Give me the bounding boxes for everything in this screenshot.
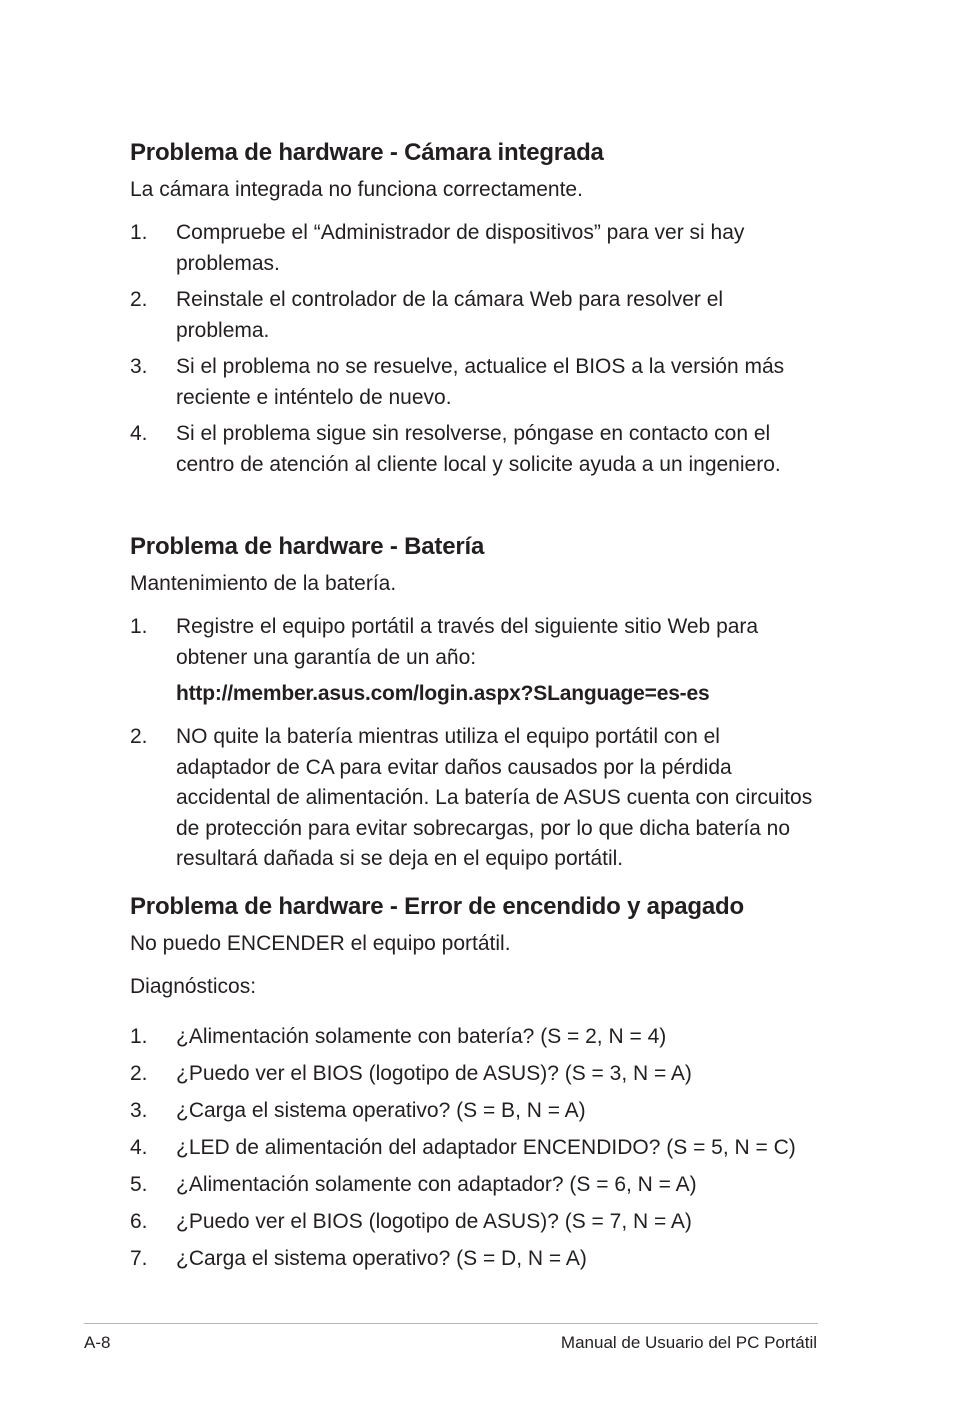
- list-item: [130, 1170, 796, 1201]
- section-battery: [130, 532, 820, 875]
- list-item: [130, 1133, 796, 1164]
- list-item: [130, 1059, 796, 1090]
- list-number: 2.: [130, 288, 148, 311]
- list-number: 1.: [130, 615, 148, 638]
- list-item: [130, 419, 820, 480]
- list-text: Reinstale el controlador de la cámara Web para resolver el problema.: [176, 288, 724, 342]
- list-text: Registre el equipo portátil a través del siguiente sitio Web para obtener una garantía de un año:: [176, 615, 759, 669]
- battery-steps-list-continued: [130, 722, 820, 875]
- list-text: ¿Alimentación solamente con batería? (S = 2, N = 4): [176, 1025, 667, 1048]
- list-number: 1.: [130, 1025, 148, 1048]
- list-item: [130, 1022, 796, 1053]
- list-number: 7.: [130, 1247, 148, 1270]
- section-heading-camera: Problema de hardware - Cámara integrada: [130, 139, 604, 166]
- list-text: ¿Puedo ver el BIOS (logotipo de ASUS)? (S = 3, N = A): [176, 1062, 692, 1085]
- list-item: [130, 1207, 796, 1238]
- section-heading-battery: Problema de hardware - Batería: [130, 533, 485, 560]
- list-number: 2.: [130, 1062, 148, 1085]
- section-lead-camera: La cámara integrada no funciona correctamente.: [130, 178, 583, 201]
- battery-steps-list: [130, 612, 820, 673]
- list-item: [130, 218, 820, 279]
- list-text: ¿Carga el sistema operativo? (S = B, N = A): [176, 1099, 586, 1122]
- list-number: 3.: [130, 1099, 148, 1122]
- list-number: 4.: [130, 422, 148, 445]
- list-number: 2.: [130, 725, 148, 748]
- list-item: [130, 285, 820, 346]
- list-item: [130, 1096, 796, 1127]
- section-heading-power: Problema de hardware - Error de encendido y apagado: [130, 893, 744, 920]
- manual-title: Manual de Usuario del PC Portátil: [560, 1333, 817, 1352]
- list-number: 5.: [130, 1173, 148, 1196]
- diagnostics-label: Diagnósticos:: [130, 975, 257, 998]
- footer-divider: [84, 1323, 818, 1324]
- list-number: 1.: [130, 221, 148, 244]
- list-text: ¿LED de alimentación del adaptador ENCENDIDO? (S = 5, N = C): [176, 1136, 796, 1159]
- list-text: NO quite la batería mientras utiliza el equipo portátil con el adaptador de CA para evitar daños causados por la pérdida accidental de alimentación. La batería de ASUS cuenta con circuitos de protección para evitar sobrecargas, por lo que dicha batería no resultará dañada si se deja en el equipo portátil.: [176, 725, 813, 870]
- list-item: [130, 722, 820, 875]
- camera-steps-list: [130, 218, 820, 480]
- list-text: ¿Carga el sistema operativo? (S = D, N = A): [176, 1247, 587, 1270]
- list-number: 4.: [130, 1136, 148, 1159]
- list-text: Si el problema sigue sin resolverse, póngase en contacto con el centro de atención al cliente local y solicite ayuda a un ingeniero.: [176, 422, 781, 476]
- section-camera: [130, 138, 820, 486]
- section-lead-power: No puedo ENCENDER el equipo portátil.: [130, 932, 511, 955]
- section-lead-battery: Mantenimiento de la batería.: [130, 572, 397, 595]
- list-number: 3.: [130, 355, 148, 378]
- list-item: [130, 1244, 796, 1275]
- list-number: 6.: [130, 1210, 148, 1233]
- list-text: ¿Alimentación solamente con adaptador? (S = 6, N = A): [176, 1173, 697, 1196]
- page-number: A-8: [84, 1333, 111, 1352]
- list-text: ¿Puedo ver el BIOS (logotipo de ASUS)? (S = 7, N = A): [176, 1210, 692, 1233]
- list-text: Si el problema no se resuelve, actualice el BIOS a la versión más reciente e inténtelo de nuevo.: [176, 355, 785, 409]
- list-item: [130, 612, 820, 673]
- list-text: Compruebe el “Administrador de dispositivos” para ver si hay problemas.: [176, 221, 745, 275]
- list-item: [130, 352, 820, 413]
- registration-url-link[interactable]: http://member.asus.com/login.aspx?SLanguage=es-es: [176, 682, 710, 705]
- diagnostics-list: [130, 1022, 796, 1275]
- section-power: [130, 892, 796, 1281]
